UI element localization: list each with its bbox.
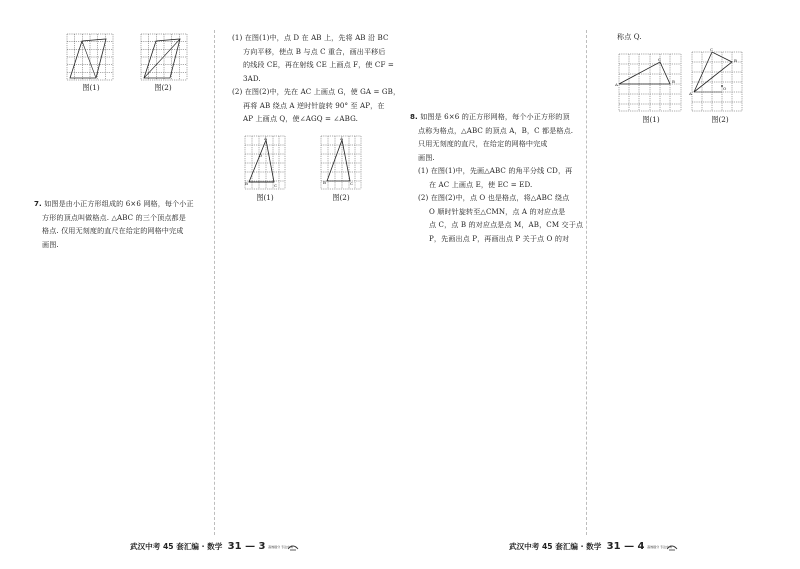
q7-figure-1-caption: 图(1): [256, 193, 274, 202]
question-8-line-9: 点 C，点 B 的对应点是点 M，AB，CM 交于点: [429, 220, 584, 229]
q8-figure-1-caption: 图(1): [642, 115, 660, 124]
question-8-line-1: 如图是 6×6 的正方形网格，每个小正方形的顶: [420, 112, 570, 121]
column-divider-1: [214, 30, 215, 535]
question-8-line-8: O 顺时针旋转至△CMN，点 A 的对应点是: [429, 206, 566, 216]
point-label-a-3: A: [615, 82, 618, 87]
question-8-continued: 称点 Q.: [617, 32, 642, 41]
q7-figure-1: [244, 135, 286, 190]
q6-figure-1: [66, 33, 114, 81]
point-label-d: D: [259, 153, 263, 158]
point-label-c-3: C: [658, 57, 662, 62]
publisher-logo-icon: [287, 543, 299, 551]
column-divider-2: [586, 30, 587, 535]
question-8-line-7: (2) 在图(2)中，点 O 也是格点，将△ABC 绕点: [418, 193, 570, 202]
point-label-c-4: C: [710, 47, 714, 52]
question-7-line-3: 格点. 仅用无刻度的直尺在给定的网格中完成: [42, 226, 184, 235]
question-8: [410, 110, 586, 245]
point-label-b-4: B: [734, 58, 737, 63]
q7-part1-line-4: 3AD.: [243, 73, 261, 83]
question-7: [34, 197, 212, 251]
footer-right-slogan: 高效提分 专注中考: [647, 545, 673, 549]
q8-figure-2-caption: 图(2): [711, 115, 729, 124]
publisher-logo-icon-right: [666, 543, 678, 551]
q7-part1-line-3: 的线段 CE，再在射线 CE 上画点 F，使 CF =: [243, 60, 394, 69]
q7-figure-2: [320, 135, 362, 190]
q7-part1-line-2: 方向平移，使点 B 与点 C 重合，画出平移后: [243, 46, 386, 56]
question-8-line-4: 画图.: [418, 152, 435, 162]
footer-left-slogan: 高效提分 专注中考: [268, 545, 294, 549]
q6-figure-1-caption: 图(1): [82, 83, 100, 92]
point-label-c-2: C: [350, 181, 354, 186]
question-7-number: 7.: [34, 199, 42, 208]
question-7-line-2: 方形的顶点叫做格点. △ABC 的三个顶点都是: [42, 212, 186, 222]
q7-part2-line-2: 再将 AB 绕点 A 逆时针旋转 90° 至 AP，在: [243, 100, 385, 110]
footer-left-title: 武汉中考 45 套汇编 · 数学: [130, 542, 223, 551]
point-label-b-2: B: [323, 180, 326, 185]
q7-part1-line-1: (1) 在图(1)中，点 D 在 AB 上，先将 AB 沿 BC: [232, 33, 389, 42]
footer-left: [130, 541, 294, 552]
q7-part2-line-3: AP 上画点 Q，使∠AGQ = ∠ABG.: [243, 114, 358, 123]
q8-figure-2: [690, 46, 744, 112]
question-8-line-10: P，先画出点 P，再画出点 P 关于点 O 的对: [429, 233, 570, 243]
point-label-a: A: [264, 136, 267, 141]
question-7-parts: [232, 31, 402, 126]
point-label-a-4: A: [689, 91, 692, 96]
footer-right: [509, 541, 673, 552]
point-label-o: O: [723, 86, 727, 91]
point-label-b: B: [245, 181, 248, 186]
question-8-line-3: 只用无刻度的直尺，在给定的网格中完成: [418, 139, 548, 148]
q7-figure-2-caption: 图(2): [332, 193, 350, 202]
q6-figure-2: [140, 33, 188, 81]
q6-figure-2-caption: 图(2): [154, 83, 172, 92]
question-8-line-2: 点称为格点，△ABC 的顶点 A，B，C 都是格点.: [418, 125, 574, 135]
point-label-a-2: A: [340, 136, 343, 141]
question-8-line-5: (1) 在图(1)中，先画△ABC 的角平分线 CD，再: [418, 166, 573, 175]
q7-part2-line-1: (2) 在图(2)中，先在 AC 上画点 G，使 GA = GB，: [232, 87, 401, 96]
question-8-number: 8.: [410, 112, 418, 121]
point-label-c: C: [274, 183, 278, 188]
question-7-line-4: 画图.: [42, 239, 59, 249]
q8-figure-1: [617, 52, 683, 112]
footer-right-page-number: 31 — 4: [606, 541, 645, 552]
question-7-line-1: 如图是由小正方形组成的 6×6 网格，每个小正: [44, 199, 194, 208]
question-8-line-6: 在 AC 上画点 E，使 EC = ED.: [429, 179, 533, 189]
footer-right-title: 武汉中考 45 套汇编 · 数学: [509, 542, 602, 551]
footer-left-page-number: 31 — 3: [227, 541, 266, 552]
point-label-b-3: B: [672, 79, 675, 84]
